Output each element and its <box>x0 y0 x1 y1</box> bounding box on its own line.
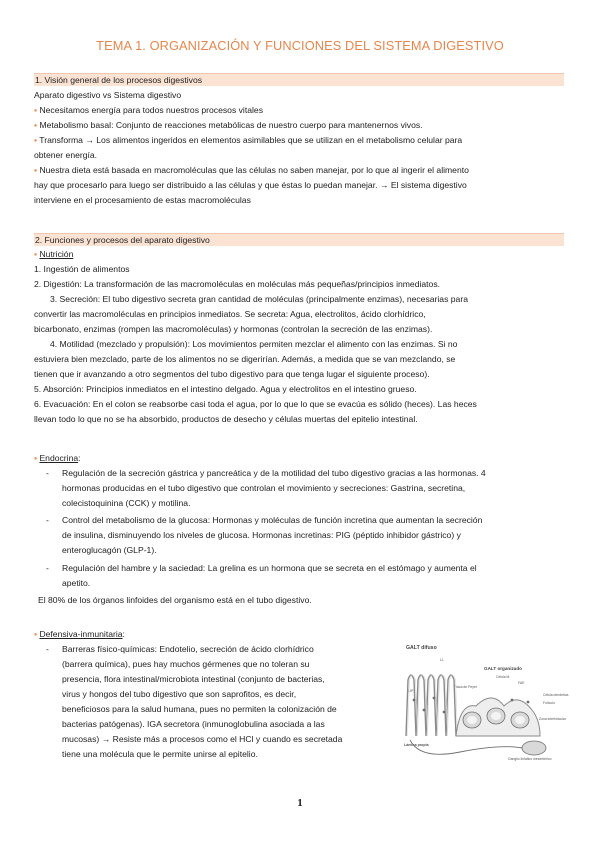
list-item-cont: apetito. <box>62 578 91 588</box>
label-celula-dendritica: Célula dendrítica <box>543 693 569 697</box>
list-item <box>34 513 564 528</box>
list-item-cont: presencia, flora intestinal/microbiota intestinal (conjunto de bacterias, <box>62 674 325 684</box>
list-item <box>34 118 564 133</box>
bullet-icon: ▪ <box>34 135 40 145</box>
subheading-colon: : <box>78 453 81 463</box>
list-item-cont: bicarbonato, enzimas (rompen las macromoléculas) y hormonas (controlan la secreción de las enzimas). <box>34 324 433 334</box>
list-item: 6. Evacuación: En el colon se reabsorbe casi toda el agua, por lo que lo que se evacúa es sólido (heces). Las heces <box>34 399 477 409</box>
label-galt-difuso: GALT difuso <box>406 645 437 651</box>
list-item-text: Regulación de la secreción gástrica y pancreática y de la motilidad del tubo digestivo gracias a las hormonas. 4 <box>62 468 486 478</box>
list-item-text: Transforma → Los alimentos ingeridos en elementos asimilables que se utilizan en el metabolismo celular para <box>39 135 463 145</box>
cell-dot-3 <box>433 697 436 700</box>
cell-dot-1 <box>413 699 416 702</box>
endocrina-block <box>34 451 564 608</box>
section-1-body <box>34 88 564 208</box>
endocrina-note: El 80% de los órganos linfoides del organismo está en el tubo digestivo. <box>38 595 312 605</box>
cell-dot-6 <box>527 701 530 704</box>
follicle-center-1 <box>467 716 477 724</box>
label-galt-organizado: GALT organizado <box>484 666 522 671</box>
list-item-cont: mucosas) → Resiste más a procesos como el HCl y cuando es secretada <box>62 734 343 744</box>
list-item-cont: convertir las macromoléculas en principios inmediatos. Se secreta: Agua, electrolitos, ácido clorhídrico, <box>34 309 426 319</box>
list-item: 2. Digestión: La transformación de las macromoléculas en moléculas más pequeñas/principios inmediatos. <box>34 279 441 289</box>
cell-dot-4 <box>443 711 446 714</box>
bullet-icon: ▪ <box>34 249 40 259</box>
subheading-nutricion <box>34 247 564 262</box>
list-item: 4. Motilidad (mezclado y propulsión): Los movimientos permiten mezclar el alimento con las enzimas. Si no <box>50 339 458 349</box>
list-item-cont: (barrera química), pues hay muchos gérmenes que no toleran su <box>62 659 310 669</box>
list-item-cont: bacterias patógenas). IGA secretora (inmunoglobulina asociada a las <box>62 719 325 729</box>
bullet-icon: ▪ <box>34 165 40 175</box>
list-item-cont: beneficiosos para la salud humana, pues no permiten la colonización de <box>62 704 337 714</box>
list-item <box>34 103 564 118</box>
subheading-colon: : <box>122 629 125 639</box>
cell-dot-5 <box>511 699 514 702</box>
list-item <box>34 642 394 657</box>
label-ganglio: Ganglio linfático mesentérico <box>508 757 552 761</box>
dash-icon: - <box>46 515 49 525</box>
list-item-text: Control del metabolismo de la glucosa: Hormonas y moléculas de función incretina que aumentan la secreción <box>62 515 483 525</box>
list-item-cont: hormonas producidas en el tubo digestivo que controlan el movimiento y secreciones: Gastrina, secretina, <box>62 483 466 493</box>
list-item-cont: llevan todo lo que no se ha absorbido, productos de desecho y células muertas del epitelio intestinal. <box>34 414 418 424</box>
section-2-heading: 2. Funciones y procesos del aparato digestivo <box>34 233 564 246</box>
list-item: 3. Secreción: El tubo digestivo secreta gran cantidad de moléculas (principalmente enzimas), necesarias para <box>50 294 468 304</box>
list-item-cont: interviene en el procesamiento de estas macromoléculas <box>34 195 251 205</box>
subheading-defensiva <box>34 627 394 642</box>
list-item-cont: colecistoquinina (CCK) y motilina. <box>62 498 191 508</box>
label-placa-peyer: Placa de Peyer <box>454 685 477 689</box>
list-item-cont: tiene una molécula que le permite unirse al epitelio. <box>62 749 258 759</box>
list-item-cont: de insulina, disminuyendo los niveles de glucosa. Hormonas incretinas: PIG (péptido inhibidor gástrico) y <box>62 530 461 540</box>
bullet-icon: ▪ <box>34 629 40 639</box>
label-zona-interfolicular: Zona interfolicular <box>539 717 566 721</box>
list-item-cont: enteroglucagón (GLP-1). <box>62 545 157 555</box>
follicle-center-2 <box>491 712 501 720</box>
lymph-node <box>522 741 546 755</box>
defensiva-block <box>34 627 394 762</box>
label-celula-m: Célula M <box>496 675 510 679</box>
bullet-icon: ▪ <box>34 453 40 463</box>
subheading-endocrina <box>34 451 564 466</box>
list-item-text: Barreras físico-químicas: Endotelio, secreción de ácido clorhídrico <box>62 644 314 654</box>
list-item-cont: virus y hongos del tubo digestivo que son saprofitos, es decir, <box>62 689 297 699</box>
label-ll: LL <box>440 658 444 662</box>
list-item-text: Nuestra dieta está basada en macromoléculas que las células no saben manejar, por lo que al ingerir el alimento <box>39 165 469 175</box>
bullet-icon: ▪ <box>34 105 40 115</box>
list-item: 1. Ingestión de alimentos <box>34 264 130 274</box>
page-number: 1 <box>297 797 303 809</box>
section-1-subtitle: Aparato digestivo vs Sistema digestivo <box>34 90 182 100</box>
list-item-text: Necesitamos energía para todos nuestros procesos vitales <box>39 105 263 115</box>
dash-icon: - <box>46 468 49 478</box>
subheading-label: Defensiva-inmunitaria <box>39 629 123 639</box>
label-lamina-propia: Lámina propia <box>404 743 429 747</box>
label-foliculo: Folículo <box>543 701 555 705</box>
subheading-label: Nutrición <box>39 249 74 259</box>
label-lip: LIP <box>408 689 414 693</box>
follicle-center-3 <box>515 716 525 724</box>
dash-icon: - <box>46 563 49 573</box>
list-item <box>34 133 564 148</box>
section-1-heading: 1. Visión general de los procesos digestivos <box>34 73 564 86</box>
nutricion-block <box>34 247 564 427</box>
list-item: 5. Absorción: Principios inmediatos en el intestino delgado. Agua y electrolitos en el intestino grueso. <box>34 384 417 394</box>
list-item <box>34 466 564 481</box>
list-item-text: Regulación del hambre y la saciedad: La grelina es un hormona que se secreta en el estómago y aumenta el <box>62 563 477 573</box>
list-item <box>34 163 564 178</box>
subheading-label: Endocrina <box>39 453 79 463</box>
label-fae: FAE <box>518 681 525 685</box>
dash-icon: - <box>46 644 49 654</box>
cell-dot-2 <box>423 709 426 712</box>
list-item-cont: tienen que ir avanzando a otro segmentos del tubo digestivo para que tenga lugar el siguiente proceso). <box>34 369 430 379</box>
page-title: TEMA 1. ORGANIZACIÓN Y FUNCIONES DEL SISTEMA DIGESTIVO <box>96 38 504 53</box>
list-item-cont: obtener energía. <box>34 150 98 160</box>
list-item <box>34 561 564 576</box>
bullet-icon: ▪ <box>34 120 40 130</box>
list-item-cont: estuviera bien mezclado, parte de los alimentos no se digerirían. Además, a medida que se van mezclando, se <box>34 354 456 364</box>
galt-diagram <box>400 640 569 768</box>
list-item-text: Metabolismo basal: Conjunto de reacciones metabólicas de nuestro cuerpo para mantenernos vivos. <box>39 120 423 130</box>
list-item-cont: hay que procesarlo para luego ser distribuido a las células y que éstas lo puedan manejar. → El sistema digestivo <box>34 180 467 190</box>
